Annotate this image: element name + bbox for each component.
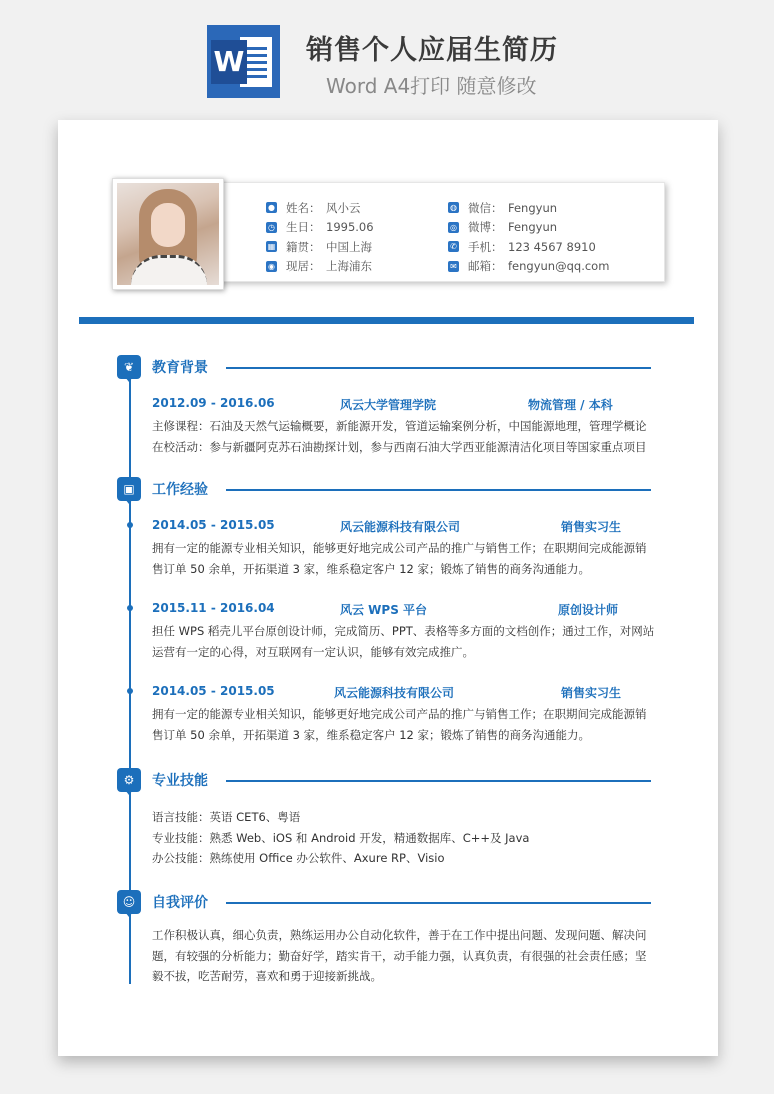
section-rule: [226, 489, 651, 491]
page-header: [0, 0, 774, 110]
entry-organization: 风云能源科技有限公司: [340, 520, 461, 534]
profile-info-right: [448, 198, 609, 276]
building-icon: ▦: [267, 242, 276, 252]
skill-line: 办公技能：熟练使用 Office 办公软件、Axure RP、Visio: [152, 851, 445, 865]
work-entry: [152, 601, 655, 662]
entry-role: 销售实习生: [561, 520, 622, 534]
entry-organization: 风云能源科技有限公司: [334, 686, 455, 700]
profile-row-email: ✉ 邮箱： fengyun@qq.com: [448, 257, 609, 277]
entry-role: 原创设计师: [558, 603, 619, 617]
timeline-dot: [127, 688, 133, 694]
entry-date: 2012.09 - 2016.06: [152, 396, 275, 410]
entry-organization: 风云大学管理学院: [340, 398, 437, 412]
word-logo-letter: W: [211, 40, 247, 84]
section-title: 专业技能: [152, 773, 208, 789]
education-entry: [152, 396, 652, 457]
wechat-icon: ◍: [448, 202, 459, 213]
skill-line: 专业技能：熟悉 Web、iOS 和 Android 开发，精通数据库、C++及 Java: [152, 830, 530, 845]
profile-photo: [112, 178, 224, 290]
entry-line: 运营有一定的心得，对互联网有一定认识，能够有效完成推广。: [152, 644, 474, 659]
entry-line: 售订单 50 余单，开拓渠道 3 家，维系稳定客户 12 家；锻炼了销售的商务沟通能力。: [152, 727, 591, 742]
section-title: 教育背景: [152, 360, 208, 376]
entry-line: 拥有一定的能源专业相关知识，能够更好地完成公司产品的推广与销售工作；在职期间完成能源销: [152, 707, 647, 721]
timeline-dot: [127, 605, 133, 611]
self-eval-line: 毅不拔，吃苦耐劳，喜欢和勇于迎接新挑战。: [152, 969, 382, 983]
timeline-dot: [127, 522, 133, 528]
gears-icon: ⚙: [117, 768, 141, 792]
entry-date: 2014.05 - 2015.05: [152, 518, 275, 532]
section-work-header: [117, 477, 651, 503]
entry-line: 担任 WPS 稻壳儿平台原创设计师，完成简历、PPT、表格等多方面的文档创作；通过工作，对网站: [152, 624, 655, 638]
entry-line: 主修课程：石油及天然气运输概要，新能源开发，管道运输案例分析，中国能源地理，管理学概论: [152, 419, 647, 433]
leaf-icon: ❦: [117, 355, 141, 379]
entry-line: 售订单 50 余单，开拓渠道 3 家，维系稳定客户 12 家；锻炼了销售的商务沟通能力。: [152, 561, 591, 576]
entry-line: 在校活动：参与新疆阿克苏石油勘探计划，参与西南石油大学西亚能源清洁化项目等国家重点项目: [152, 439, 647, 454]
header-divider: [79, 317, 694, 324]
mail-icon: ✉: [448, 261, 459, 272]
section-rule: [226, 902, 651, 904]
profile-row-weibo: ◎ 微博： Fengyun: [450, 220, 558, 235]
briefcase-icon: ▣: [117, 477, 141, 501]
entry-line: 拥有一定的能源专业相关知识，能够更好地完成公司产品的推广与销售工作；在职期间完成能源销: [152, 541, 647, 555]
skill-line: 语言技能：英语 CET6、粤语: [152, 810, 301, 824]
section-education-header: [117, 355, 651, 381]
profile-row-residence: ◉ 现居： 上海浦东: [268, 259, 372, 274]
person-icon: ●: [266, 202, 277, 213]
weibo-icon: ◎: [448, 222, 459, 233]
resume-document: [58, 120, 718, 1056]
profile-row-hometown: ▦ 籍贯： 中国上海: [267, 239, 372, 254]
work-entry: [152, 518, 652, 579]
work-entry: [152, 684, 652, 745]
section-skills-header: [117, 768, 651, 794]
profile-info-left: [266, 198, 374, 276]
self-eval-entry: [152, 925, 652, 987]
clock-icon: ◷: [266, 222, 277, 233]
self-eval-line: 题，有较强的分析能力；勤奋好学，踏实肯干，动手能力强，认真负责，有很强的社会责任感；坚: [152, 948, 647, 963]
skills-entry: [152, 807, 652, 869]
user-icon: ☺: [117, 890, 141, 914]
entry-date: 2015.11 - 2016.04: [152, 601, 275, 615]
section-rule: [226, 367, 651, 369]
page-subtitle: Word A4打印 随意修改: [326, 74, 537, 98]
word-logo-icon: [207, 25, 280, 98]
profile-row-name: ● 姓名： 风小云: [268, 200, 361, 215]
section-self-eval-header: [117, 890, 651, 916]
entry-date: 2014.05 - 2015.05: [152, 684, 275, 698]
profile-row-wechat: ◍ 微信： Fengyun: [450, 200, 558, 215]
section-rule: [226, 780, 651, 782]
section-title: 自我评价: [152, 895, 208, 911]
section-title: 工作经验: [152, 482, 208, 498]
self-eval-line: 工作积极认真，细心负责，熟练运用办公自动化软件，善于在工作中提出问题、发现问题、解决问: [152, 928, 647, 942]
profile-row-phone: ✆ 手机： 123 4567 8910: [448, 237, 609, 257]
page-title: 销售个人应届生简历: [306, 35, 558, 66]
phone-icon: ✆: [448, 241, 459, 252]
entry-organization: 风云 WPS 平台: [340, 603, 428, 617]
location-icon: ◉: [266, 261, 277, 272]
entry-role: 销售实习生: [561, 686, 622, 700]
profile-row-birthday: ◷ 生日： 1995.06: [268, 220, 374, 235]
entry-role: 物流管理 / 本科: [528, 398, 613, 412]
